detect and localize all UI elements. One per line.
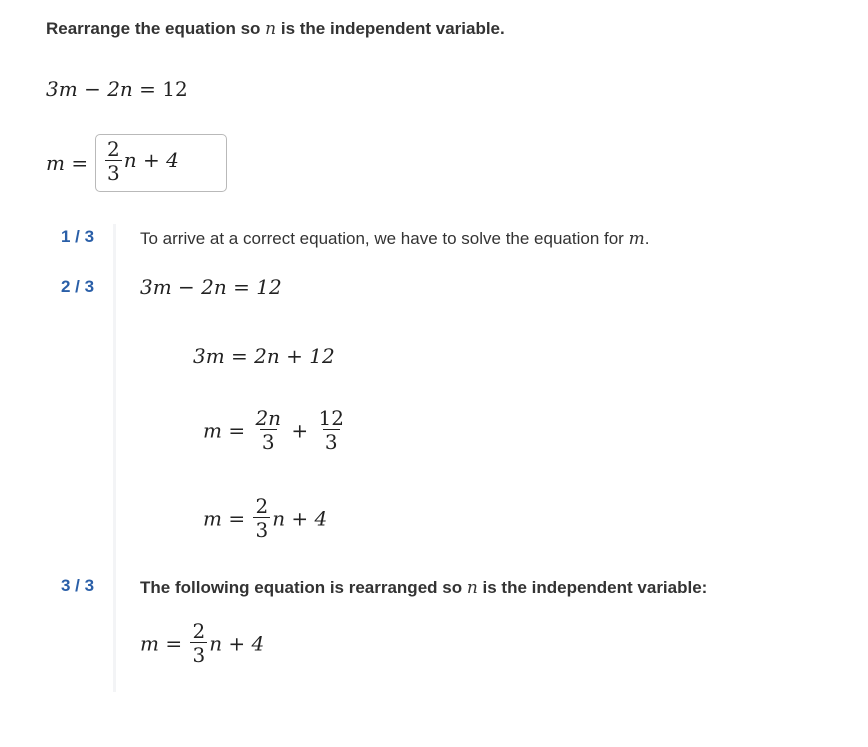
step-2-line-3-fraction-1-denominator: 3: [261, 430, 275, 454]
step-3-text-after: is the independent variable:: [477, 578, 708, 597]
answer-expression: [103, 139, 179, 184]
given-rhs: 12: [162, 77, 188, 101]
step-2-line-4-denominator: 3: [255, 518, 269, 542]
question-text-before: Rearrange the equation so: [46, 19, 266, 38]
step-2-line-4-numerator: 2: [255, 494, 269, 518]
step-2-line-3-fraction-1-numerator: 2n: [255, 406, 282, 430]
given-term-b: 2n: [107, 77, 133, 101]
given-operator: −: [84, 77, 101, 101]
given-term-a: 3m: [46, 77, 78, 101]
answer-fraction-numerator: 2: [107, 137, 120, 161]
step-2-line-3-fraction-1: [253, 408, 283, 453]
step-2-line-3-fraction-2-denominator: 3: [324, 430, 338, 454]
given-equation: [46, 79, 188, 99]
answer-equals: =: [71, 151, 89, 175]
answer-variable: m: [46, 151, 65, 175]
step-3-final-numerator: 2: [192, 619, 206, 643]
question-prompt: [46, 19, 505, 39]
step-2-line-4-lhs: m =: [203, 506, 246, 531]
step-2-line-4-rest: n + 4: [272, 506, 328, 531]
step-2-line-3-fraction-2-numerator: 12: [318, 406, 344, 430]
step-3-variable: n: [466, 578, 478, 598]
step-2-line-3-plus: +: [291, 418, 309, 443]
step-2-line-3-lhs: m =: [203, 418, 246, 443]
step-2-line-3-fraction-2: [317, 408, 346, 453]
question-variable: n: [265, 19, 277, 39]
given-equals: =: [139, 77, 156, 101]
answer-fraction-denominator: 3: [107, 161, 120, 185]
step-1-variable: m: [628, 229, 645, 249]
step-1-label: 1 / 3: [61, 227, 95, 246]
step-3-text-before: The following equation is rearranged so: [140, 578, 467, 597]
step-2-line-2: 3m = 2n + 12: [193, 344, 335, 368]
step-3-final-rest: n + 4: [209, 631, 265, 656]
step-2-line-4: [203, 496, 327, 541]
question-text-after: is the independent variable.: [276, 19, 505, 38]
step-1-text-before: To arrive at a correct equation, we have to solve the equation for: [140, 229, 629, 248]
step-3-text: [140, 578, 707, 598]
step-1-text-after: .: [644, 229, 650, 248]
step-3-final-equation: [140, 621, 264, 666]
step-2-line-3: [203, 408, 348, 453]
step-3-final-denominator: 3: [192, 643, 206, 667]
steps-divider: [113, 224, 116, 692]
step-3-final-fraction: [190, 621, 207, 666]
step-1-text: [140, 229, 649, 249]
step-2-label: 2 / 3: [61, 277, 95, 296]
step-2-line-1: 3m − 2n = 12: [140, 275, 282, 299]
answer-rest: n + 4: [123, 148, 179, 172]
answer-lhs: [46, 153, 88, 173]
answer-fraction: [105, 139, 122, 184]
step-3-label: 3 / 3: [61, 576, 95, 595]
step-2-line-4-fraction: [253, 496, 270, 541]
step-3-final-lhs: m =: [140, 631, 183, 656]
